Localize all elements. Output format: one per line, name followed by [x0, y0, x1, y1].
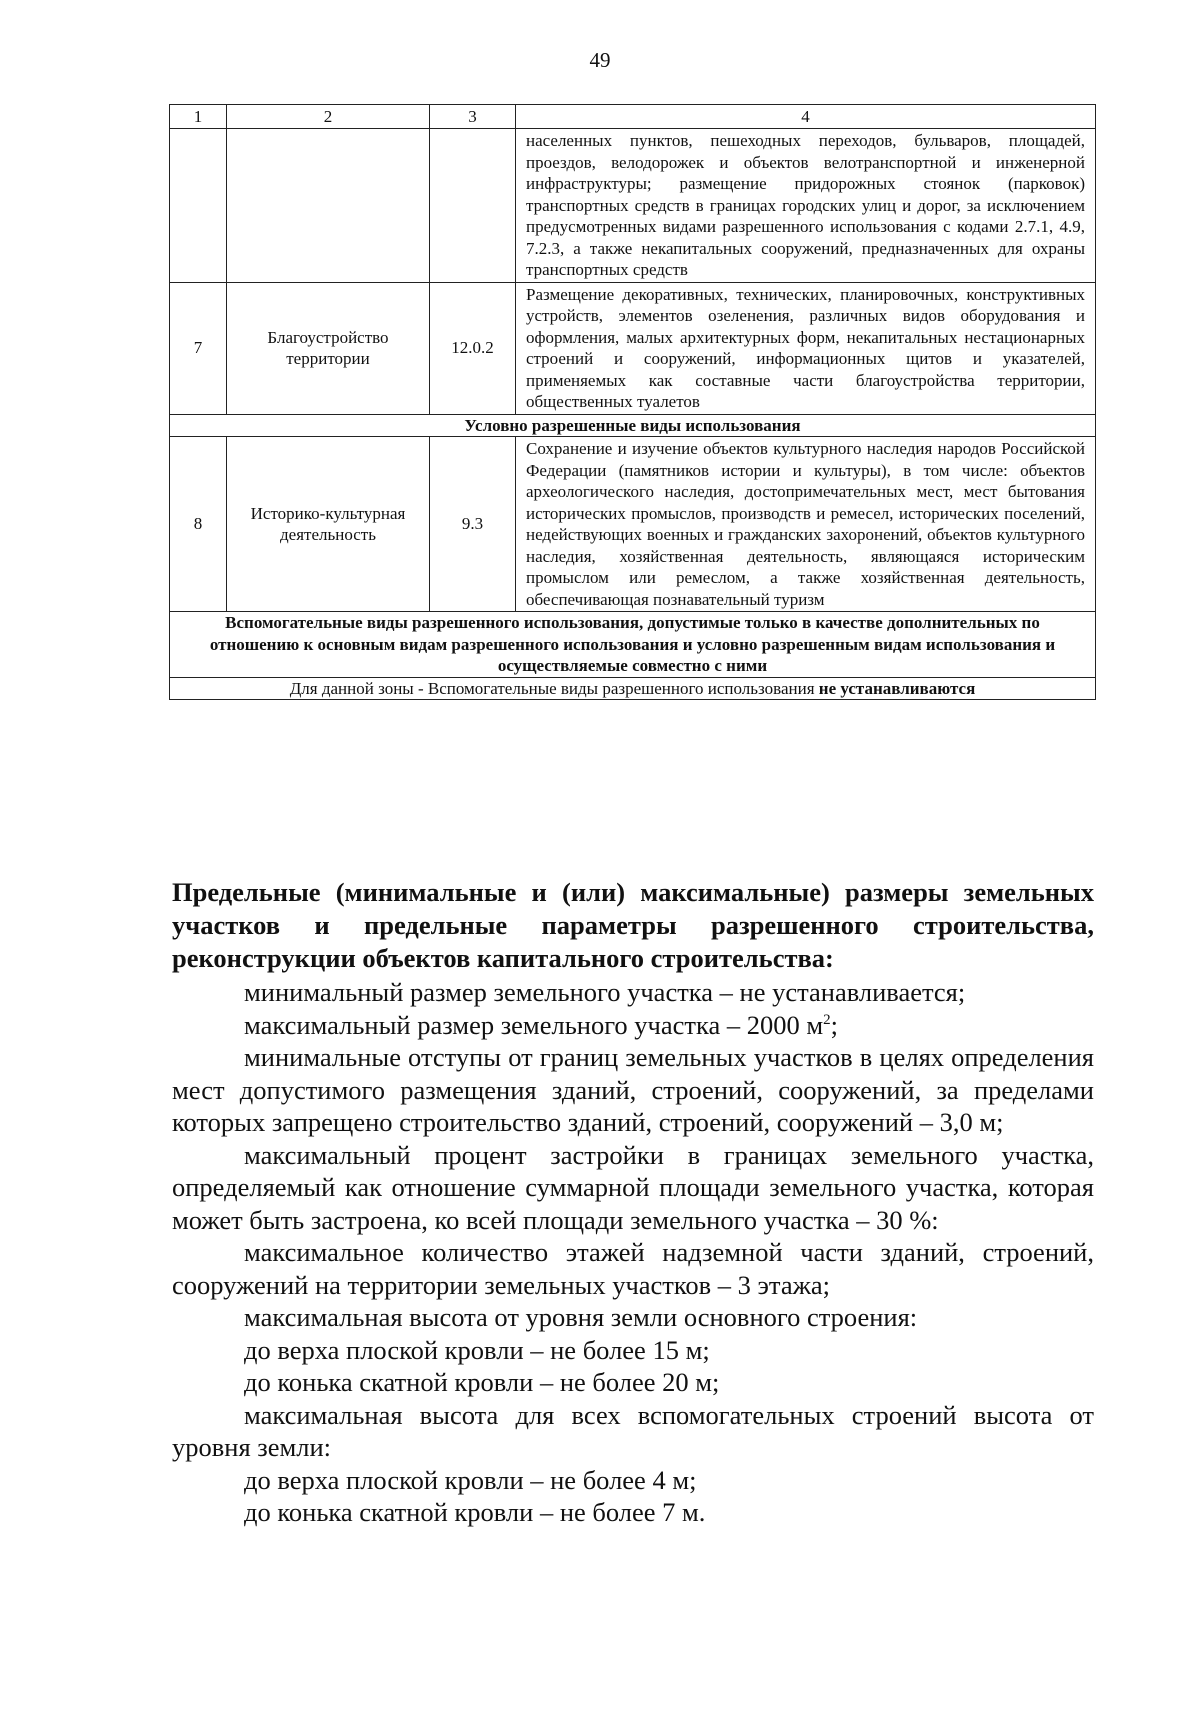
- table-header-row: [170, 105, 1096, 129]
- page-number: 49: [589, 48, 611, 72]
- param-height-main: максимальная высота от уровня земли основного строения:: [244, 1302, 918, 1332]
- zone-note: [170, 677, 1096, 700]
- col-header-1: 1: [170, 105, 227, 129]
- land-use-table: [169, 104, 1096, 700]
- table-row-8: [170, 437, 1096, 612]
- param-max-area: [172, 1009, 1094, 1042]
- use-type-description: Сохранение и изучение объектов культурного наследия народов Российской Федерации (памятников истории и культуры), в том числе: объектов археологического наследия, достопримечательных мест, мест бытования исторических промыслов, производств и ремесел, исторических поселений, недействующих военных и гражданских захоронений, объектов культурного наследия, хозяйственная деятельность, являющаяся историческим промыслом или ремеслом, а также хозяйственная деятельность, обеспечивающая познавательный туризм: [516, 437, 1096, 612]
- zone-note-text: Для данной зоны - Вспомогательные виды разрешенного использования: [289, 678, 815, 698]
- use-type-name: Благоустройство территории: [227, 282, 430, 414]
- row-number: [170, 129, 227, 283]
- param-height-main-flat: до верха плоской кровли – не более 15 м;: [244, 1334, 710, 1365]
- zone-note-emphasis: не устанавливаются: [818, 678, 976, 698]
- param-height-aux: максимальная высота для всех вспомогательных строений высота от уровня земли:: [172, 1399, 1094, 1462]
- parameters-section: [172, 876, 1094, 1529]
- section-row-auxiliary: [170, 612, 1096, 678]
- param-max-area-text: максимальный размер земельного участка – 2000 м: [244, 1009, 824, 1040]
- use-type-code: 9.3: [430, 437, 516, 612]
- parameters-heading: Предельные (минимальные и (или) максимальные) размеры земельных участков и предельные параметры разрешенного строительства, реконструкции объектов капитального строительства:: [172, 877, 1094, 973]
- param-max-area-suffix: ;: [830, 1009, 838, 1040]
- col-header-3: 3: [430, 105, 516, 129]
- table-row-7: [170, 282, 1096, 414]
- use-type-code: 12.0.2: [430, 282, 516, 414]
- param-height-main-pitched: до конька скатной кровли – не более 20 м;: [244, 1367, 720, 1397]
- param-height-aux-pitched: до конька скатной кровли – не более 7 м.: [244, 1497, 706, 1527]
- note-row: [170, 677, 1096, 700]
- use-type-name: Историко-культурная деятельность: [227, 437, 430, 612]
- use-type-description: Размещение декоративных, технических, планировочных, конструктивных устройств, элементов озеленения, различных видов оборудования и оформления, малых архитектурных форм, некапитальных нестационарных строений и сооружений, информационных щитов и указателей, применяемых как составные части благоустройства территории, общественных туалетов: [516, 282, 1096, 414]
- table-row-continuation: [170, 129, 1096, 283]
- param-setbacks: минимальные отступы от границ земельных участков в целях определения мест допустимого размещения зданий, строений, сооружений, за пределами которых запрещено строительство зданий, строений, сооружений – 3,0 м;: [172, 1042, 1094, 1137]
- param-height-aux-flat: до верха плоской кровли – не более 4 м;: [244, 1464, 697, 1495]
- col-header-4: 4: [516, 105, 1096, 129]
- section-title-auxiliary: Вспомогательные виды разрешенного использования, допустимые только в качестве дополнительных по отношению к основным видам разрешенного использования и условно разрешенным видам использования и осуществляемые совместно с ними: [170, 612, 1096, 678]
- row-number: 8: [170, 437, 227, 612]
- section-row-conditional: [170, 414, 1096, 437]
- use-type-name: [227, 129, 430, 283]
- param-min-area: минимальный размер земельного участка – не устанавливается;: [244, 977, 966, 1007]
- param-coverage: максимальный процент застройки в границах земельного участка, определяемый как отношение суммарной площади земельного участка, которая может быть застроена, ко всей площади земельного участка – 30 %:: [172, 1139, 1094, 1235]
- use-type-code: [430, 129, 516, 283]
- row-number: 7: [170, 282, 227, 414]
- col-header-2: 2: [227, 105, 430, 129]
- section-title-conditional: Условно разрешенные виды использования: [170, 414, 1096, 437]
- param-max-area-superscript: 2: [823, 1011, 831, 1028]
- use-type-description: населенных пунктов, пешеходных переходов, бульваров, площадей, проездов, велодорожек и объектов велотранспортной и инженерной инфраструктуры; размещение придорожных стоянок (парковок) транспортных средств в границах городских улиц и дорог, за исключением предусмотренных видами разрешенного использования с кодами 2.7.1, 4.9, 7.2.3, а также некапитальных сооружений, предназначенных для охраны транспортных средств: [516, 129, 1096, 283]
- param-floors: максимальное количество этажей надземной части зданий, строений, сооружений на территории земельных участков – 3 этажа;: [172, 1237, 1094, 1300]
